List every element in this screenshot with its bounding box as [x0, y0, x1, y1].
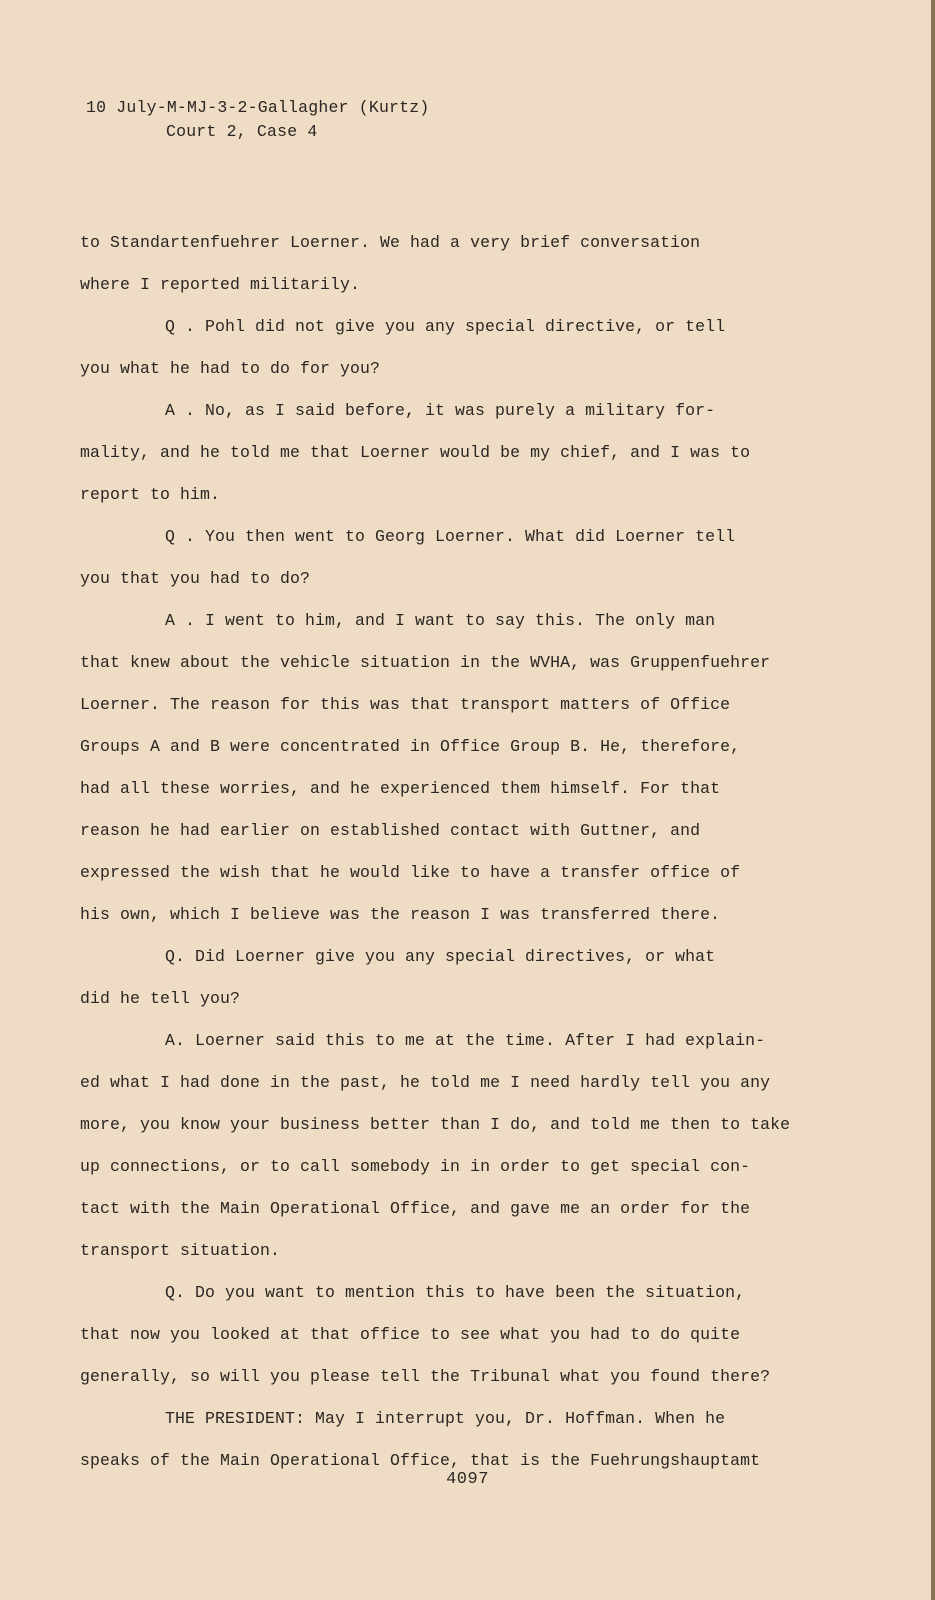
transcript-body — [80, 222, 880, 1482]
transcript-line: reason he had earlier on established contact with Guttner, and — [80, 821, 701, 840]
transcript-line: had all these worries, and he experienced them himself. For that — [80, 779, 721, 798]
page-edge — [931, 0, 935, 1600]
transcript-line: A . I went to him, and I want to say this. The only man — [165, 611, 716, 630]
transcript-line: Groups A and B were concentrated in Office Group B. He, therefore, — [80, 737, 741, 756]
transcript-line: Q . Pohl did not give you any special directive, or tell — [165, 317, 726, 336]
transcript-line: Q. Do you want to mention this to have been the situation, — [165, 1283, 746, 1302]
transcript-line: A . No, as I said before, it was purely a military for- — [165, 401, 716, 420]
header-line-1: 10 July-M-MJ-3-2-Gallagher (Kurtz) — [86, 98, 430, 117]
transcript-line: where I reported militarily. — [80, 275, 361, 294]
transcript-line: ed what I had done in the past, he told me I need hardly tell you any — [80, 1073, 771, 1092]
transcript-line: report to him. — [80, 485, 221, 504]
transcript-line: his own, which I believe was the reason I was transferred there. — [80, 905, 721, 924]
header-line-2: Court 2, Case 4 — [166, 122, 318, 141]
transcript-line: speaks of the Main Operational Office, that is the Fuehrungshauptamt — [80, 1451, 761, 1470]
transcript-line: expressed the wish that he would like to have a transfer office of — [80, 863, 741, 882]
transcript-line: that knew about the vehicle situation in the WVHA, was Gruppenfuehrer — [80, 653, 771, 672]
transcript-line: Q . You then went to Georg Loerner. What did Loerner tell — [165, 527, 736, 546]
transcript-line: more, you know your business better than I do, and told me then to take — [80, 1115, 791, 1134]
page-number: 4097 — [446, 1470, 489, 1489]
transcript-line: THE PRESIDENT: May I interrupt you, Dr. Hoffman. When he — [165, 1409, 726, 1428]
transcript-line: to Standartenfuehrer Loerner. We had a very brief conversation — [80, 233, 701, 252]
transcript-line: Q. Did Loerner give you any special directives, or what — [165, 947, 716, 966]
transcript-line: mality, and he told me that Loerner would be my chief, and I was to — [80, 443, 751, 462]
transcript-line: transport situation. — [80, 1241, 281, 1260]
transcript-line: you what he had to do for you? — [80, 359, 381, 378]
transcript-line: A. Loerner said this to me at the time. After I had explain- — [165, 1031, 766, 1050]
document-header — [86, 96, 429, 144]
transcript-line: up connections, or to call somebody in in order to get special con- — [80, 1157, 751, 1176]
transcript-line: you that you had to do? — [80, 569, 311, 588]
transcript-line: that now you looked at that office to see what you had to do quite — [80, 1325, 741, 1344]
transcript-line: generally, so will you please tell the Tribunal what you found there? — [80, 1367, 771, 1386]
transcript-line: did he tell you? — [80, 989, 241, 1008]
transcript-line: tact with the Main Operational Office, and gave me an order for the — [80, 1199, 751, 1218]
transcript-line: Loerner. The reason for this was that transport matters of Office — [80, 695, 731, 714]
